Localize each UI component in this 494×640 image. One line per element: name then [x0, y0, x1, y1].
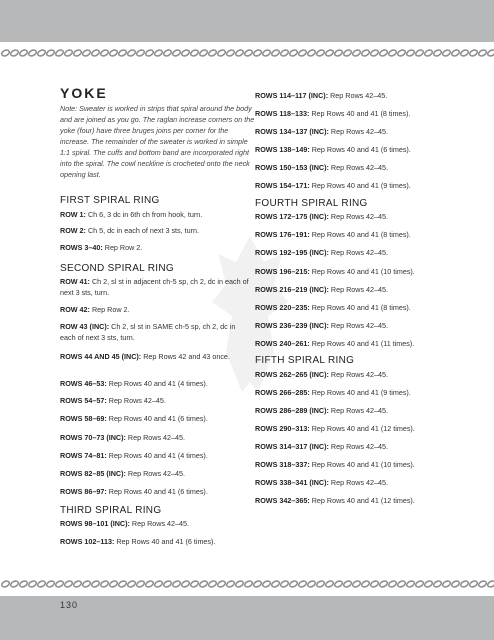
chain-stitch-link — [478, 580, 487, 588]
chain-stitch-link — [487, 580, 494, 588]
chain-stitch-link — [379, 49, 388, 57]
chain-stitch-link — [235, 580, 244, 588]
row-instruction: ROWS 314–317 (INC): Rep Rows 42–45. — [255, 442, 389, 451]
chain-stitch-link — [46, 580, 55, 588]
chain-stitch-link — [199, 580, 208, 588]
chain-stitch-link — [406, 580, 415, 588]
chain-stitch-link — [433, 580, 442, 588]
chain-stitch-link — [199, 49, 208, 57]
row-instruction: ROWS 114–117 (INC): Rep Rows 42–45. — [255, 91, 388, 100]
chain-stitch-link — [235, 49, 244, 57]
chain-stitch-link — [478, 49, 487, 57]
chain-stitch-link — [334, 49, 343, 57]
chain-stitch-link — [55, 580, 64, 588]
chain-stitch-link — [460, 580, 469, 588]
chain-stitch-link — [298, 580, 307, 588]
row-instruction: ROWS 46–53: Rep Rows 40 and 41 (4 times). — [60, 379, 208, 388]
chain-stitch-link — [361, 49, 370, 57]
row-instruction: ROWS 342–365: Rep Rows 40 and 41 (12 times). — [255, 496, 415, 505]
chain-stitch-link — [19, 580, 28, 588]
row-instruction: ROWS 286–289 (INC): Rep Rows 42–45. — [255, 406, 389, 415]
chain-stitch-link — [253, 580, 262, 588]
third-spiral-ring-heading: THIRD SPIRAL RING — [60, 505, 162, 516]
chain-stitch-link — [388, 49, 397, 57]
chain-stitch-link — [145, 49, 154, 57]
chain-stitch-link — [1, 580, 10, 588]
chain-stitch-link — [109, 580, 118, 588]
chain-stitch-link — [145, 580, 154, 588]
chain-stitch-link — [190, 580, 199, 588]
row-instruction: ROWS 338–341 (INC): Rep Rows 42–45. — [255, 478, 389, 487]
chain-stitch-link — [136, 49, 145, 57]
chain-stitch-link — [73, 580, 82, 588]
row-instruction: ROWS 102–113: Rep Rows 40 and 41 (6 times). — [60, 537, 216, 546]
chain-stitch-link — [397, 49, 406, 57]
chain-stitch-link — [361, 580, 370, 588]
chain-stitch-link — [217, 580, 226, 588]
chain-stitch-link — [289, 580, 298, 588]
row-instruction: ROWS 74–81: Rep Rows 40 and 41 (4 times). — [60, 451, 208, 460]
chain-stitch-link — [10, 49, 19, 57]
row-instruction: ROWS 220–235: Rep Rows 40 and 41 (8 times). — [255, 303, 411, 312]
chain-stitch-link — [46, 49, 55, 57]
chain-stitch-link — [226, 580, 235, 588]
chain-stitch-link — [100, 580, 109, 588]
chain-stitch-link — [469, 580, 478, 588]
row-instruction: ROW 2: Ch 5, dc in each of next 3 sts, turn. — [60, 226, 200, 235]
chain-stitch-link — [28, 49, 37, 57]
chain-stitch-link — [388, 580, 397, 588]
chain-stitch-link — [64, 580, 73, 588]
chain-stitch-link — [181, 580, 190, 588]
chain-stitch-link — [298, 49, 307, 57]
chain-stitch-link — [154, 49, 163, 57]
chain-stitch-link — [370, 49, 379, 57]
chain-stitch-link — [334, 580, 343, 588]
chain-stitch-link — [55, 49, 64, 57]
row-instruction: ROWS 118–133: Rep Rows 40 and 41 (8 times). — [255, 109, 411, 118]
chain-stitch-link — [415, 580, 424, 588]
chain-stitch-link — [1, 49, 10, 57]
chain-stitch-link — [343, 49, 352, 57]
chain-stitch-link — [325, 580, 334, 588]
chain-stitch-link — [10, 580, 19, 588]
chain-stitch-link — [19, 49, 28, 57]
chain-stitch-link — [253, 49, 262, 57]
row-instruction: ROWS 138–149: Rep Rows 40 and 41 (6 times). — [255, 145, 411, 154]
chain-stitch-link — [64, 49, 73, 57]
row-instruction: ROW 41: Ch 2, sl st in adjacent ch-5 sp, ch 2, dc in each of next 3 sts, turn. — [60, 277, 249, 297]
chain-stitch-link — [262, 580, 271, 588]
row-instruction: ROWS 216–219 (INC): Rep Rows 42–45. — [255, 285, 389, 294]
second-spiral-ring-heading: SECOND SPIRAL RING — [60, 263, 174, 274]
chain-stitch-link — [73, 49, 82, 57]
chain-stitch-link — [136, 580, 145, 588]
chain-stitch-link — [181, 49, 190, 57]
chain-stitch-link — [127, 49, 136, 57]
chain-stitch-link — [244, 580, 253, 588]
chain-stitch-link — [82, 580, 91, 588]
page-number: 130 — [60, 600, 79, 610]
chain-stitch-link — [397, 580, 406, 588]
chain-stitch-link — [190, 49, 199, 57]
row-instruction: ROWS 266–285: Rep Rows 40 and 41 (9 times). — [255, 388, 411, 397]
row-instruction: ROW 1: Ch 6, 3 dc in 6th ch from hook, turn. — [60, 210, 203, 219]
chain-stitch-link — [172, 580, 181, 588]
row-instruction: ROWS 82–85 (INC): Rep Rows 42–45. — [60, 469, 186, 478]
row-instruction: ROWS 176–191: Rep Rows 40 and 41 (8 times). — [255, 230, 411, 239]
chain-stitch-link — [28, 580, 37, 588]
chain-stitch-link — [379, 580, 388, 588]
row-instruction: ROWS 192–195 (INC): Rep Rows 42–45. — [255, 248, 389, 257]
chain-stitch-link — [280, 580, 289, 588]
fifth-spiral-ring-heading: FIFTH SPIRAL RING — [255, 355, 355, 366]
chain-stitch-link — [451, 580, 460, 588]
chain-stitch-link — [208, 580, 217, 588]
row-instruction: ROWS 98–101 (INC): Rep Rows 42–45. — [60, 519, 190, 528]
chain-stitch-link — [226, 49, 235, 57]
row-instruction: ROWS 318–337: Rep Rows 40 and 41 (10 times). — [255, 460, 415, 469]
top-decorative-band — [0, 0, 494, 42]
row-instruction: ROWS 134–137 (INC): Rep Rows 42–45. — [255, 127, 389, 136]
row-instruction: ROWS 58–69: Rep Rows 40 and 41 (6 times). — [60, 414, 208, 423]
chain-stitch-link — [343, 580, 352, 588]
fourth-spiral-ring-heading: FOURTH SPIRAL RING — [255, 198, 368, 209]
chain-stitch-link — [109, 49, 118, 57]
row-instruction: ROWS 44 AND 45 (INC): Rep Rows 42 and 43 once. — [60, 352, 230, 361]
chain-stitch-link — [244, 49, 253, 57]
chain-stitch-link — [127, 580, 136, 588]
chain-stitch-link — [172, 49, 181, 57]
yoke-note: Note: Sweater is worked in strips that spiral around the body and are joined as you go. The raglan increase corners on the yoke (four) have three bruges joins per corner for the increase. The remainder of the sweater is worked in simple 1:1 spiral. The cuffs and bottom band are incorporated right into the spiral. The cowl neckline is crocheted onto the neck opening last. — [60, 104, 255, 179]
chain-stitch-link — [37, 580, 46, 588]
row-instruction: ROWS 150–153 (INC): Rep Rows 42–45. — [255, 163, 389, 172]
row-instruction: ROWS 196–215: Rep Rows 40 and 41 (10 times). — [255, 267, 415, 276]
chain-stitch-link — [442, 580, 451, 588]
chain-stitch-link — [82, 49, 91, 57]
row-instruction: ROWS 54–57: Rep Rows 42–45. — [60, 396, 166, 405]
chain-stitch-link — [352, 49, 361, 57]
chain-stitch-link — [316, 49, 325, 57]
chain-stitch-link — [118, 580, 127, 588]
chain-stitch-link — [406, 49, 415, 57]
chain-stitch-link — [370, 580, 379, 588]
row-instruction: ROWS 240–261: Rep Rows 40 and 41 (11 times). — [255, 339, 415, 348]
row-instruction: ROWS 262–265 (INC): Rep Rows 42–45. — [255, 370, 389, 379]
chain-stitch-link — [289, 49, 298, 57]
chain-stitch-link — [217, 49, 226, 57]
chain-stitch-link — [163, 49, 172, 57]
chain-stitch-link — [91, 580, 100, 588]
chain-stitch-link — [118, 49, 127, 57]
chain-stitch-link — [469, 49, 478, 57]
chain-stitch-link — [442, 49, 451, 57]
row-instruction: ROWS 236–239 (INC): Rep Rows 42–45. — [255, 321, 389, 330]
row-instruction: ROWS 3–40: Rep Row 2. — [60, 243, 143, 252]
chain-stitch-link — [424, 49, 433, 57]
chain-stitch-link — [460, 49, 469, 57]
chain-stitch-border-bottom — [0, 579, 494, 589]
section-title: YOKE — [60, 85, 108, 101]
row-instruction: ROWS 154–171: Rep Rows 40 and 41 (9 times). — [255, 181, 411, 190]
chain-stitch-link — [37, 49, 46, 57]
chain-stitch-link — [352, 580, 361, 588]
chain-stitch-link — [415, 49, 424, 57]
chain-stitch-link — [208, 49, 217, 57]
chain-stitch-link — [433, 49, 442, 57]
chain-stitch-link — [154, 580, 163, 588]
row-instruction: ROWS 86–97: Rep Rows 40 and 41 (6 times). — [60, 487, 208, 496]
chain-stitch-link — [325, 49, 334, 57]
chain-stitch-link — [91, 49, 100, 57]
row-instruction: ROW 43 (INC): Ch 2, sl st in SAME ch-5 sp, ch 2, dc in each of next 3 sts, turn. — [60, 322, 236, 342]
chain-stitch-link — [262, 49, 271, 57]
row-instruction: ROWS 290–313: Rep Rows 40 and 41 (12 times). — [255, 424, 415, 433]
row-instruction: ROWS 70–73 (INC): Rep Rows 42–45. — [60, 433, 186, 442]
chain-stitch-link — [307, 580, 316, 588]
row-instruction: ROWS 172–175 (INC): Rep Rows 42–45. — [255, 212, 389, 221]
first-spiral-ring-heading: FIRST SPIRAL RING — [60, 195, 160, 206]
chain-stitch-link — [163, 580, 172, 588]
chain-stitch-link — [451, 49, 460, 57]
chain-stitch-link — [424, 580, 433, 588]
chain-stitch-link — [307, 49, 316, 57]
chain-stitch-link — [271, 49, 280, 57]
chain-stitch-link — [280, 49, 289, 57]
chain-stitch-link — [100, 49, 109, 57]
chain-stitch-link — [487, 49, 494, 57]
chain-stitch-link — [271, 580, 280, 588]
chain-stitch-link — [316, 580, 325, 588]
chain-stitch-border-top — [0, 48, 494, 58]
row-instruction: ROW 42: Rep Row 2. — [60, 305, 130, 314]
